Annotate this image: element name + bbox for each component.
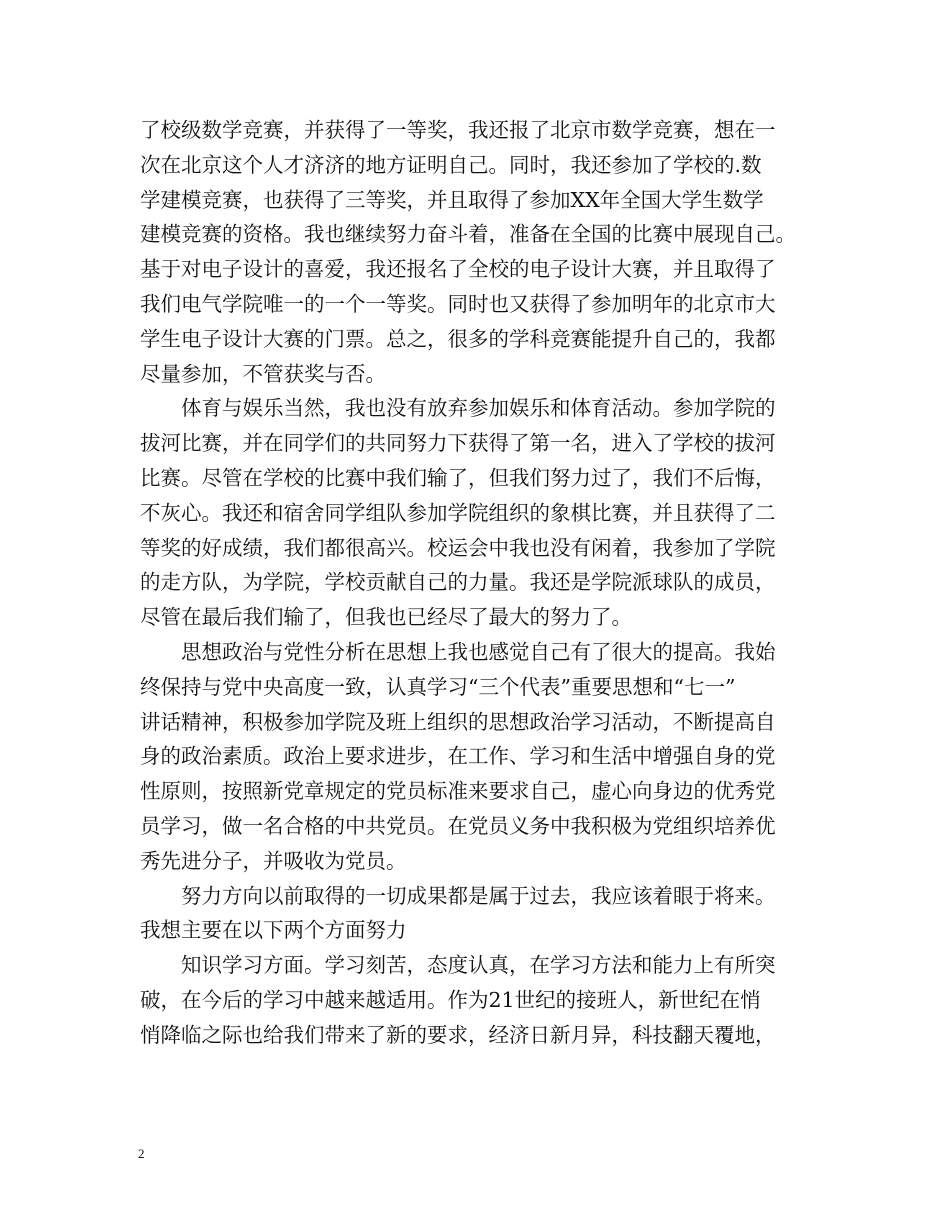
text-line: 尽量参加，不管获奖与否。: [140, 361, 386, 386]
text-line: 拔河比赛，并在同学们的共同努力下获得了第一名，进入了学校的拔河: [140, 431, 776, 456]
text-line: 我们电气学院唯一的一个一等奖。同时也又获得了参加明年的北京市大: [140, 291, 776, 316]
text-line: 不灰心。我还和宿舍同学组队参加学院组织的象棋比赛，并且获得了二: [140, 500, 776, 525]
text-line: 了校级数学竞赛，并获得了一等奖，我还报了北京市数学竞赛，想在一: [140, 118, 776, 142]
page-number: 2: [138, 1146, 145, 1161]
text-line: 终保持与党中央高度一致，认真学习“三个代表”重要思想和“七一”: [140, 674, 736, 699]
text-line: 次在北京这个人才济济的地方证明自己。同时，我还参加了学校的.数: [140, 152, 762, 177]
text-line: 思想政治与党性分析在思想上我也感觉自己有了很大的提高。我始: [181, 639, 776, 664]
text-line: 员学习，做一名合格的中共党员。在党员义务中我积极为党组织培养优: [140, 813, 776, 838]
text-line: 学生电子设计大赛的门票。总之，很多的学科竞赛能提升自己的，我都: [140, 326, 776, 351]
text-line: 基于对电子设计的喜爱，我还报名了全校的电子设计大赛，并且取得了: [140, 257, 776, 282]
text-line: 我想主要在以下两个方面努力: [140, 918, 407, 943]
body-text: [140, 113, 830, 1053]
text-line: 努力方向以前取得的一切成果都是属于过去，我应该着眼于将来。: [181, 883, 776, 908]
text-line: 体育与娱乐当然，我也没有放弃参加娱乐和体育活动。参加学院的: [181, 396, 776, 421]
text-line: 的走方队，为学院，学校贡献自己的力量。我还是学院派球队的成员，: [140, 570, 776, 595]
text-line: 悄降临之际也给我们带来了新的要求，经济日新月异，科技翻天覆地，: [140, 1022, 776, 1047]
text-line: 性原则，按照新党章规定的党员标准来要求自己，虚心向身边的优秀党: [140, 779, 776, 804]
text-line: 秀先进分子，并吸收为党员。: [140, 848, 407, 873]
text-line: 尽管在最后我们输了，但我也已经尽了最大的努力了。: [140, 605, 632, 630]
text-line: 知识学习方面。学习刻苦，态度认真，在学习方法和能力上有所突: [181, 953, 776, 978]
text-line: 身的政治素质。政治上要求进步，在工作、学习和生活中增强自身的党: [140, 744, 776, 769]
text-line: 等奖的好成绩，我们都很高兴。校运会中我也没有闲着，我参加了学院: [140, 535, 776, 560]
text-line: 破，在今后的学习中越来越适用。作为21世纪的接班人，新世纪在悄: [140, 987, 761, 1012]
text-line: 学建模竞赛，也获得了三等奖，并且取得了参加XX年全国大学生数学: [140, 187, 764, 212]
text-line: 建模竞赛的资格。我也继续努力奋斗着，准备在全国的比赛中展现自己。: [140, 222, 796, 247]
text-line: 比赛。尽管在学校的比赛中我们输了，但我们努力过了，我们不后悔，: [140, 465, 776, 490]
text-line: 讲话精神，积极参加学院及班上组织的思想政治学习活动，不断提高自: [140, 709, 776, 734]
